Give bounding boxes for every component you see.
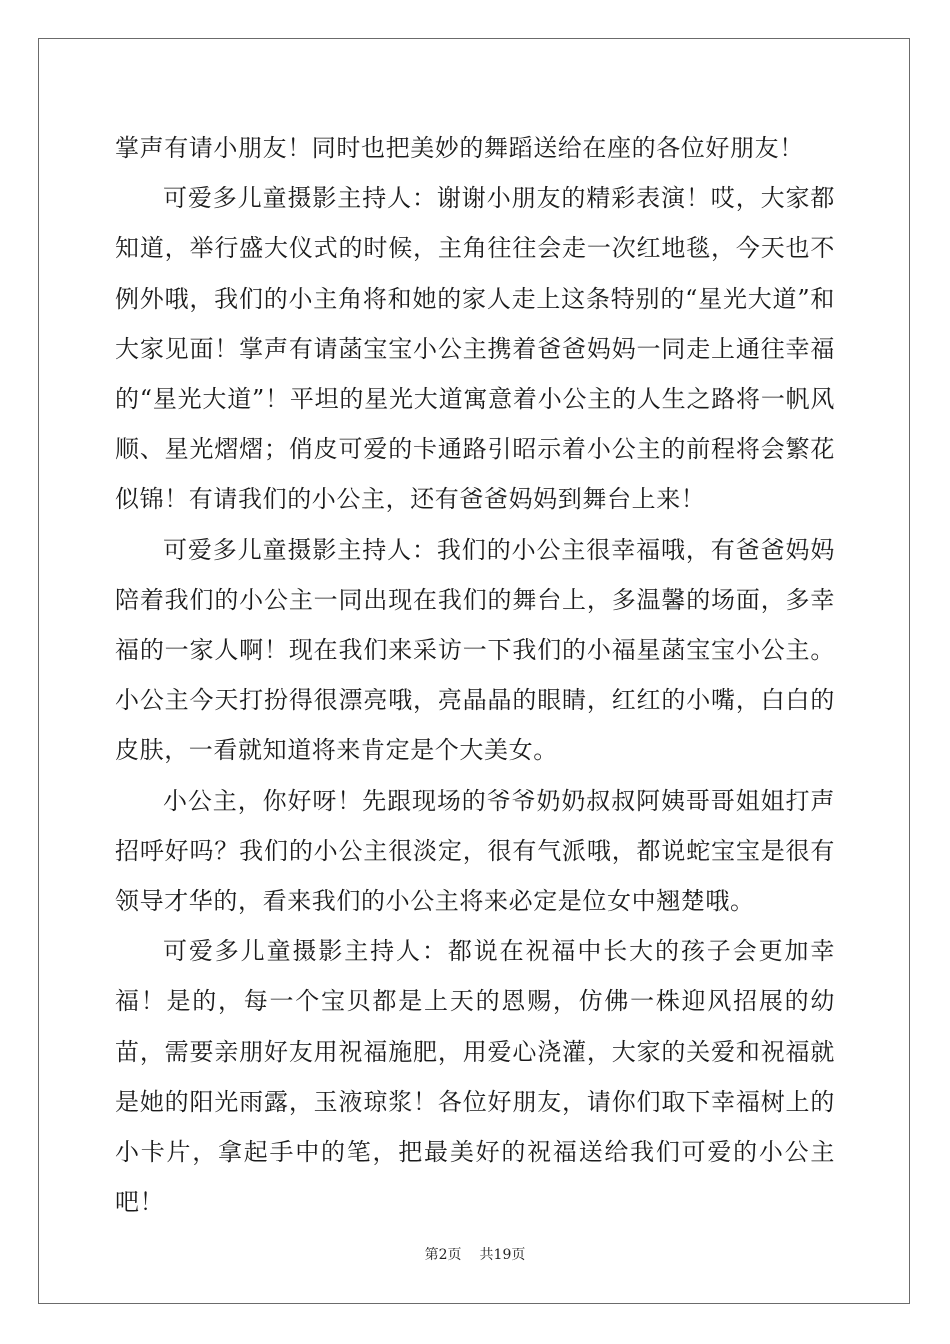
page-number: 第2页 bbox=[424, 1247, 462, 1263]
document-body bbox=[115, 123, 835, 1227]
page-total: 共19页 bbox=[479, 1247, 526, 1263]
paragraph: 可爱多儿童摄影主持人：都说在祝福中长大的孩子会更加幸福！是的，每一个宝贝都是上天的恩赐，仿佛一株迎风招展的幼苗，需要亲朋好友用祝福施肥，用爱心浇灌，大家的关爱和祝福就是她的阳光雨露，玉液琼浆！各位好朋友，请你们取下幸福树上的小卡片，拿起手中的笔，把最美好的祝福送给我们可爱的小公主吧！ bbox=[115, 937, 835, 1217]
paragraph-continuation: 掌声有请小朋友！同时也把美妙的舞蹈送给在座的各位好朋友！ bbox=[115, 134, 804, 162]
paragraph: 可爱多儿童摄影主持人：我们的小公主很幸福哦，有爸爸妈妈陪着我们的小公主一同出现在我们的舞台上，多温馨的场面，多幸福的一家人啊！现在我们来采访一下我们的小福星菡宝宝小公主。小公主今天打扮得很漂亮哦，亮晶晶的眼睛，红红的小嘴，白白的皮肤，一看就知道将来肯定是个大美女。 bbox=[115, 535, 835, 765]
paragraph: 小公主，你好呀！先跟现场的爷爷奶奶叔叔阿姨哥哥姐姐打声招呼好吗？我们的小公主很淡定，很有气派哦，都说蛇宝宝是很有领导才华的，看来我们的小公主将来必定是位女中翘楚哦。 bbox=[115, 786, 835, 916]
page-footer bbox=[0, 1244, 950, 1264]
paragraph: 可爱多儿童摄影主持人：谢谢小朋友的精彩表演！哎，大家都知道，举行盛大仪式的时候，主角往往会走一次红地毯，今天也不例外哦，我们的小主角将和她的家人走上这条特别的“星光大道”和大家见面！掌声有请菡宝宝小公主携着爸爸妈妈一同走上通往幸福的“星光大道”！平坦的星光大道寓意着小公主的人生之路将一帆风顺、星光熠熠；俏皮可爱的卡通路引昭示着小公主的前程将会繁花似锦！有请我们的小公主，还有爸爸妈妈到舞台上来！ bbox=[115, 184, 835, 514]
